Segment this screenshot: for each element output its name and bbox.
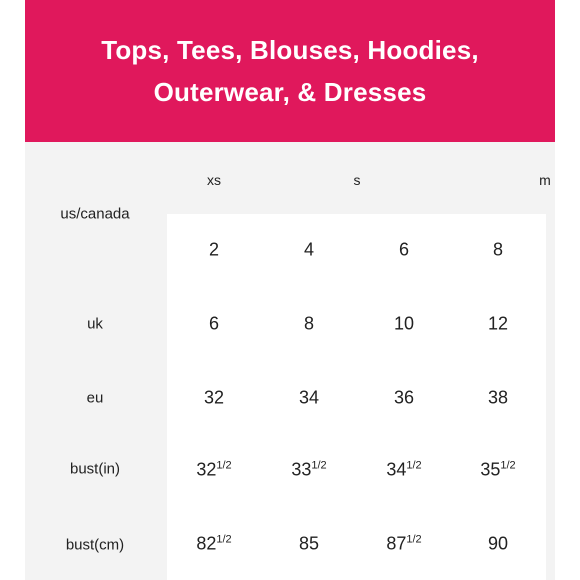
size-label-s: s [353,172,361,188]
table-cell: $35^{1/2}$ [480,459,516,480]
header-title-line-2: Outerwear, & Dresses [153,77,427,107]
right-edge-band [546,214,555,580]
header-title-line-1: Tops, Tees, Blouses, Hoodies, [101,35,479,65]
table-cell: 4 [303,239,315,260]
table-cell: $87^{1/2}$ [386,533,422,554]
table-cell: 10 [393,313,415,334]
chart-header [25,0,555,142]
table-cell: $33^{1/2}$ [291,459,327,480]
table-cell: 32 [203,387,225,408]
row-label-uk: uk [87,315,103,333]
size-label-xs: xs [207,172,221,188]
table-cell: 6 [208,313,220,334]
row-label-bust-in: bust(in) [69,460,121,478]
size-header-band [25,142,555,214]
table-cell: 85 [298,533,320,554]
table-cell: 36 [393,387,415,408]
table-cell: 38 [487,387,509,408]
table-cell: 90 [487,533,509,554]
row-label-bust-cm: bust(cm) [65,536,125,554]
table-cell: 12 [487,313,509,334]
table-cell: 34 [298,387,320,408]
table-cell: 6 [398,239,410,260]
row-label-eu: eu [86,389,104,407]
table-cell: $82^{1/2}$ [196,533,232,554]
table-cell: 2 [208,239,220,260]
table-cell: $34^{1/2}$ [386,459,422,480]
row-label-us-canada: us/canada [60,205,130,223]
table-cell: 8 [303,313,315,334]
table-cell: $32^{1/2}$ [196,459,232,480]
size-label-m: m [539,172,551,188]
table-cell: 8 [492,239,504,260]
